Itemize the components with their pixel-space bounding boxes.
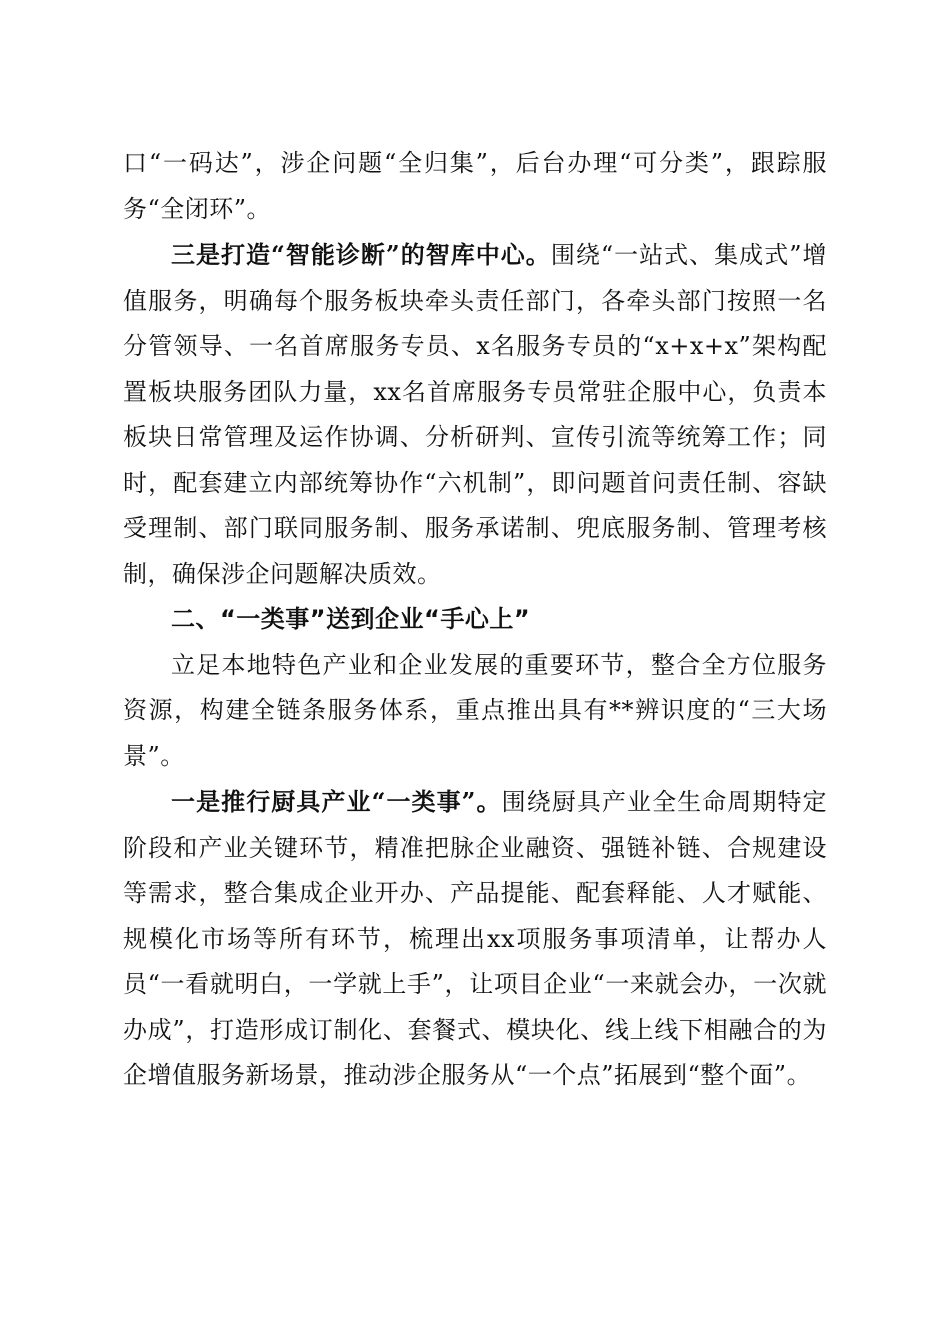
paragraph-think-tank-center xyxy=(123,232,827,597)
document-body xyxy=(123,141,827,1099)
paragraph-text: 围绕厨具产业全生命周期特定阶段和产业关键环节，精准把脉企业融资、强链补链、合规建设等需求，整合集成企业开办、产品提能、配套释能、人才赋能、规模化市场等所有环节，梳理出xx项服务事项清单，让帮办人员“一看就明白，一学就上手”，让项目企业“一来就会办，一次就办成”，打造形成订制化、套餐式、模块化、线上线下相融合的为企增值服务新场景，推动涉企服务从“一个点”拓展到“整个面”。 xyxy=(123,788,828,1089)
paragraph-text: 围绕“一站式、集成式”增值服务，明确每个服务板块牵头责任部门，各牵头部门按照一名分管领导、一名首席服务专员、x名服务专员的“x+x+x”架构配置板块服务团队力量，xx名首席服务专员常驻企服中心，负责本板块日常管理及运作协调、分析研判、宣传引流等统筹工作；同时，配套建立内部统筹协作“六机制”，即问题首问责任制、容缺受理制、部门联同服务制、服务承诺制、兜底服务制、管理考核制，确保涉企问题解决质效。 xyxy=(123,241,827,588)
paragraph-continued xyxy=(123,141,827,232)
section-heading: 二、“一类事”送到企业“手心上” xyxy=(171,605,531,633)
paragraph-text: 口“一码达”，涉企问题“全归集”，后台办理“可分类”，跟踪服务“全闭环”。 xyxy=(123,149,827,223)
paragraph-lead: 一是推行厨具产业“一类事”。 xyxy=(171,787,502,816)
paragraph-kitchenware-industry xyxy=(123,779,827,1099)
paragraph-text: 立足本地特色产业和企业发展的重要环节，整合全方位服务资源，构建全链条服务体系，重点推出具有**辨识度的“三大场景”。 xyxy=(123,650,827,770)
paragraph-lead: 三是打造“智能诊断”的智库中心。 xyxy=(171,240,551,269)
paragraph-section-intro xyxy=(123,643,827,780)
